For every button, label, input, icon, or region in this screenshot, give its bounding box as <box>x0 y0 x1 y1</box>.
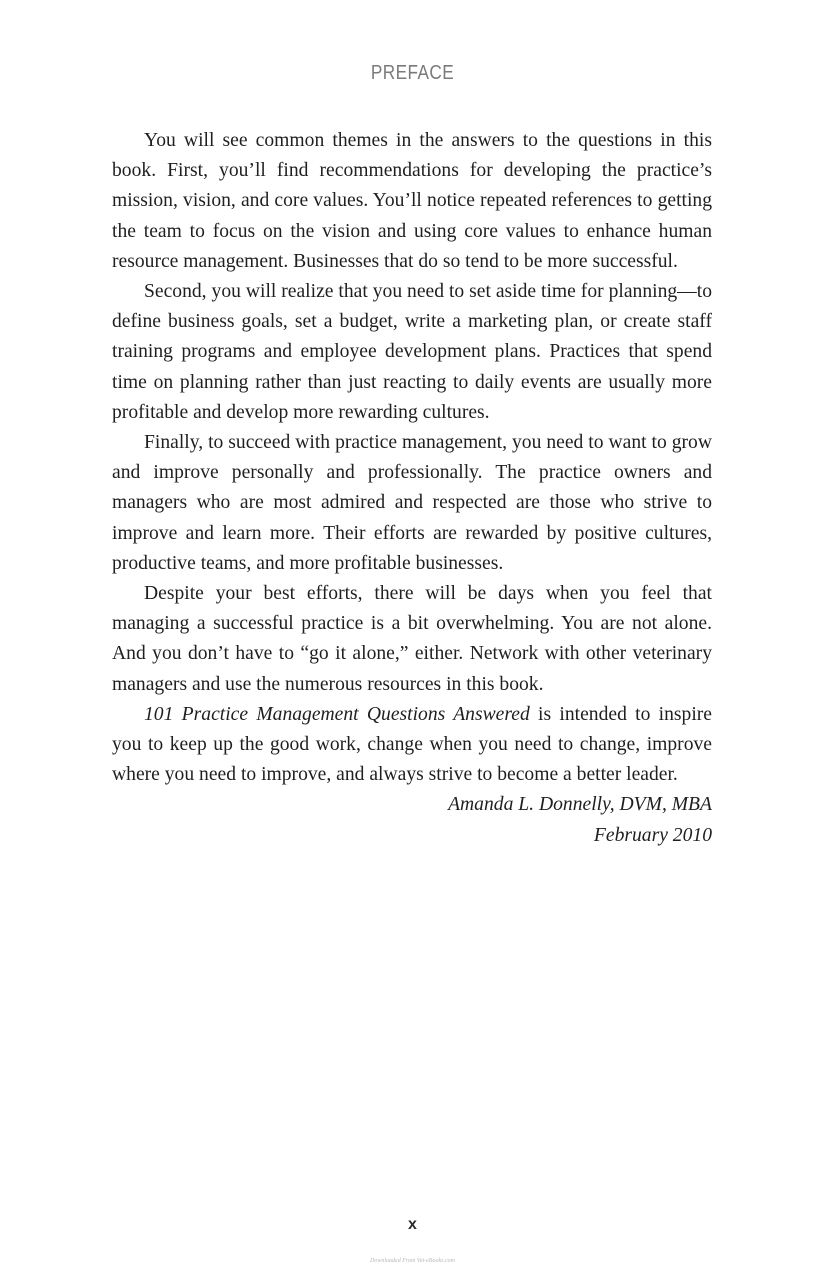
paragraph-1: You will see common themes in the answers to the questions in this book. First, you’ll find recommendations for developing the practice’s mission, vision, and core values. You’ll notice repeated references to getting the team to focus on the vision and using core values to enhance human resource management. Businesses that do so tend to be more successful. <box>112 130 712 272</box>
running-head: PREFACE <box>370 62 455 84</box>
signature-block <box>112 790 712 850</box>
closing-text: is intended to inspire you to keep up the good work, change when you need to change, improve where you need to improve, and always strive to become a better leader. <box>112 703 713 786</box>
book-title: 101 Practice Management Questions Answered <box>144 703 530 725</box>
preface-body <box>112 126 712 851</box>
author-signature: Amanda L. Donnelly, DVM, MBA <box>448 794 712 816</box>
page-number: x <box>408 1216 417 1233</box>
download-watermark: Downloaded From Vet-eBooks.com <box>370 1258 455 1264</box>
paragraph-3: Finally, to succeed with practice management, you need to want to grow and improve personally and professionally. The practice owners and managers who are most admired and respected are those who strive to improve and learn more. Their efforts are rewarded by positive cultures, productive teams, and more profitable businesses. <box>112 432 712 574</box>
paragraph-5 <box>112 700 712 791</box>
signature-date: February 2010 <box>593 824 712 846</box>
paragraph-2: Second, you will realize that you need to set aside time for planning—to define business goals, set a budget, write a marketing plan, or create staff training programs and employee development plans. Practices that spend time on planning rather than just reacting to daily events are usually more profitable and develop more rewarding cultures. <box>112 281 712 423</box>
paragraph-4: Despite your best efforts, there will be days when you feel that managing a successful practice is a bit overwhelming. You are not alone. And you don’t have to “go it alone,” either. Network with other veterinary managers and use the numerous resources in this book. <box>112 583 712 695</box>
